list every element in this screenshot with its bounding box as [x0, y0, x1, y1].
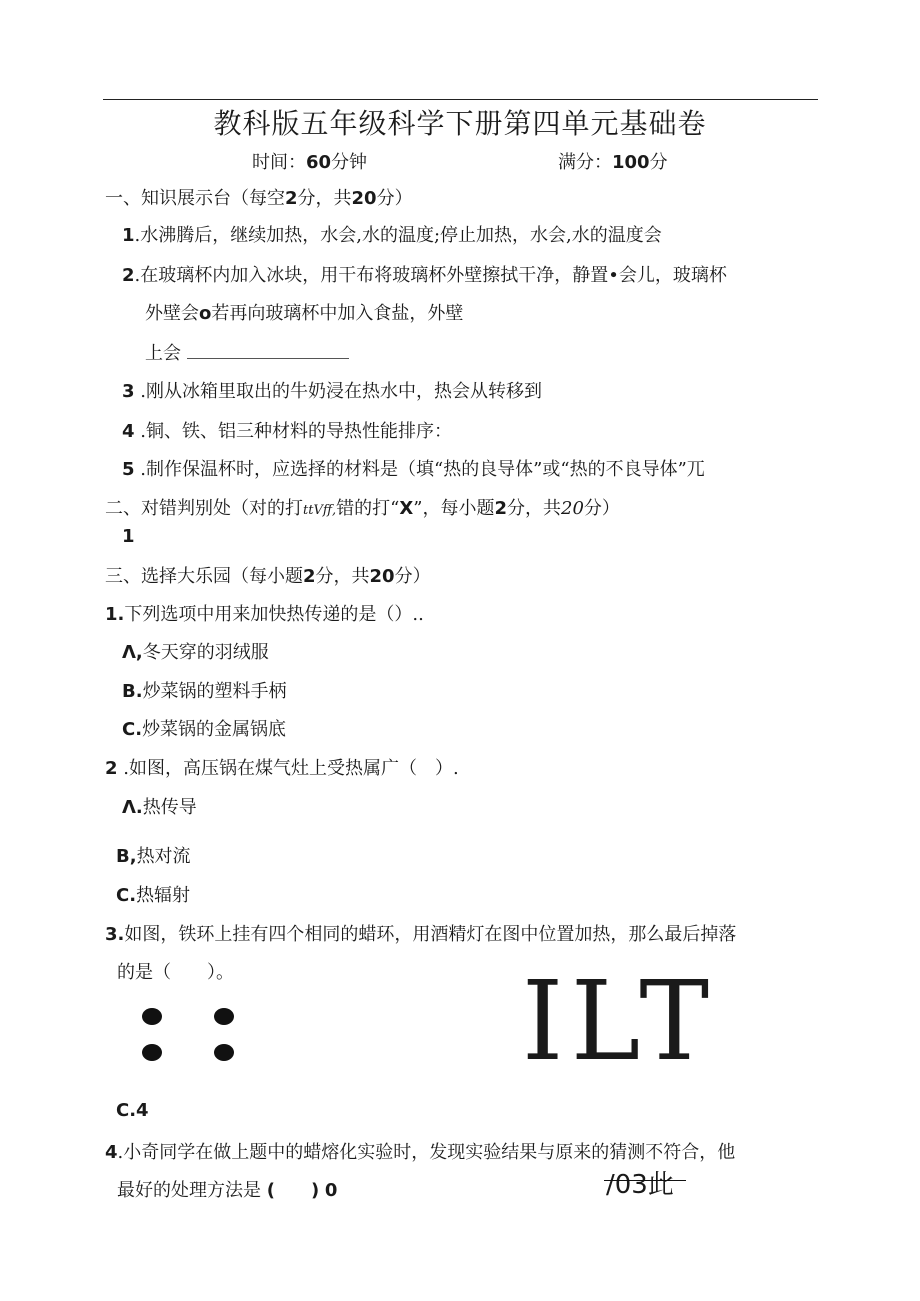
option-text: 炒菜锅的塑料手柄	[142, 681, 287, 702]
answer-blank[interactable]	[187, 342, 349, 359]
choice-question-4	[105, 1138, 735, 1164]
option-label: C.	[122, 719, 143, 740]
fill-question-2-line2	[145, 299, 463, 325]
choice-question-3-line2: 的是（ ）。	[117, 962, 234, 983]
heading-number: 2	[494, 498, 508, 519]
heading-text: 一、知识展示台（每空	[105, 188, 285, 209]
struck-text: /03此	[606, 1170, 674, 1200]
option-label: C.	[116, 885, 137, 906]
option-text: 热传导	[142, 797, 197, 818]
option-label: Λ.	[122, 797, 143, 818]
fill-question-5	[122, 455, 705, 481]
top-rule	[103, 99, 818, 100]
score-value: 100	[612, 152, 650, 173]
question-text: 如图，铁环上挂有四个相同的蜡环，用酒精灯在图中位置加热，那么最后掉落	[124, 924, 737, 945]
question-text: .小奇同学在做上题中的蜡熔化实验时，发现实验结果与原来的猜测不符合，他	[117, 1142, 736, 1163]
heading-text: 三、选择大乐园（每小题	[105, 566, 303, 587]
heading-text: 分，共	[297, 188, 352, 209]
question-number: 1	[122, 225, 135, 246]
wax-ring-dot	[142, 1008, 162, 1025]
question-text: o	[199, 303, 212, 324]
heading-text: 分，共	[507, 498, 562, 519]
fill-question-2	[122, 261, 727, 287]
score-unit: 分	[649, 152, 668, 173]
time-unit: 分钟	[331, 152, 368, 173]
question-number: 2	[105, 758, 118, 779]
section3-heading	[105, 562, 431, 588]
question-text: 最好的处理方法是	[117, 1180, 261, 1201]
time-info	[252, 148, 367, 174]
option-a[interactable]	[122, 793, 197, 819]
heading-text: 分，共	[315, 566, 370, 587]
question-number: 5	[122, 459, 135, 480]
option-label: B.	[122, 681, 143, 702]
strike-line	[604, 1180, 686, 1181]
question-text: 若再向玻璃杯中加入食盐，外壁	[211, 303, 464, 324]
option-c[interactable]	[116, 881, 190, 907]
option-b[interactable]	[122, 677, 287, 703]
option-label: B,	[116, 846, 137, 867]
question-text: .在玻璃杯内加入冰块，用干布将玻璃杯外壁擦拭干净，静置•会儿，玻璃杯	[134, 265, 727, 286]
heading-text: 二、对错判别处（对的打	[105, 498, 303, 519]
option-text: 热辐射	[136, 885, 191, 906]
option-a[interactable]	[122, 638, 269, 664]
question-number: 2	[122, 265, 135, 286]
option-text: 热对流	[136, 846, 191, 867]
figure-letters: ILT	[522, 957, 717, 1085]
question-number: 1.	[105, 604, 125, 625]
fill-question-1	[122, 221, 662, 247]
heading-text: ”，每小题	[413, 498, 495, 519]
question-text: .刚从冰箱里取出的牛奶浸在热水中，热会从转移到	[140, 381, 542, 402]
time-value: 60	[306, 152, 332, 173]
question-text: 下列选项中用来加快热传递的是（）..	[124, 604, 424, 625]
heading-number: 20	[561, 498, 584, 519]
question-text: 外壁会	[145, 303, 199, 324]
question-number: 4	[122, 421, 135, 442]
heading-text: ttVff,	[303, 503, 337, 518]
time-label: 时间：	[252, 152, 306, 173]
question-number: 4	[105, 1142, 118, 1163]
heading-number: 20	[351, 188, 377, 209]
question-text: .如图，高压锅在煤气灶上受热属广（ ）.	[123, 758, 459, 779]
answer-paren[interactable]: ( )	[266, 1180, 320, 1201]
score-label: 满分：	[558, 152, 612, 173]
option-c[interactable]: C.4	[116, 1100, 149, 1121]
question-text: .制作保温杯时，应选择的材料是（填“热的良导体”或“热的不良导体”兀	[140, 459, 705, 480]
wax-ring-dot	[142, 1044, 162, 1061]
heading-text: 分）	[376, 188, 413, 209]
heading-text: X	[399, 498, 414, 519]
choice-question-1	[105, 600, 424, 626]
heading-number: 2	[285, 188, 298, 209]
option-text: 炒菜锅的金属锅底	[142, 719, 287, 740]
wax-ring-dot	[214, 1044, 234, 1061]
option-b[interactable]	[116, 842, 191, 868]
question-text: 上会	[145, 343, 181, 364]
heading-number: 2	[303, 566, 316, 587]
question-text: .水沸腾后，继续加热，水会,水的温度;停止加热，水会,水的温度会	[134, 225, 662, 246]
question-number: 3	[122, 381, 135, 402]
option-c[interactable]	[122, 715, 286, 741]
heading-text: 分）	[394, 566, 431, 587]
option-text: 冬天穿的羽绒服	[142, 642, 269, 663]
choice-question-3	[105, 920, 736, 946]
page-title: 教科版五年级科学下册第四单元基础卷	[213, 107, 707, 140]
heading-text: 分）	[583, 498, 620, 519]
judge-question-1: 1	[122, 526, 135, 547]
section2-heading	[105, 494, 620, 520]
choice-question-4-line2	[117, 1176, 337, 1202]
question-text: 0	[324, 1180, 338, 1201]
option-label: Λ,	[122, 642, 143, 663]
question-number: 3.	[105, 924, 125, 945]
fill-question-4	[122, 417, 452, 443]
fill-question-2-line3	[145, 339, 349, 365]
section1-heading	[105, 184, 413, 210]
choice-question-2	[105, 754, 459, 780]
heading-number: 20	[369, 566, 395, 587]
wax-ring-dot	[214, 1008, 234, 1025]
fill-question-3	[122, 377, 542, 403]
score-info	[558, 148, 668, 174]
question-text: .铜、铁、铝三种材料的导热性能排序：	[140, 421, 452, 442]
heading-text: 错的打“	[336, 498, 400, 519]
